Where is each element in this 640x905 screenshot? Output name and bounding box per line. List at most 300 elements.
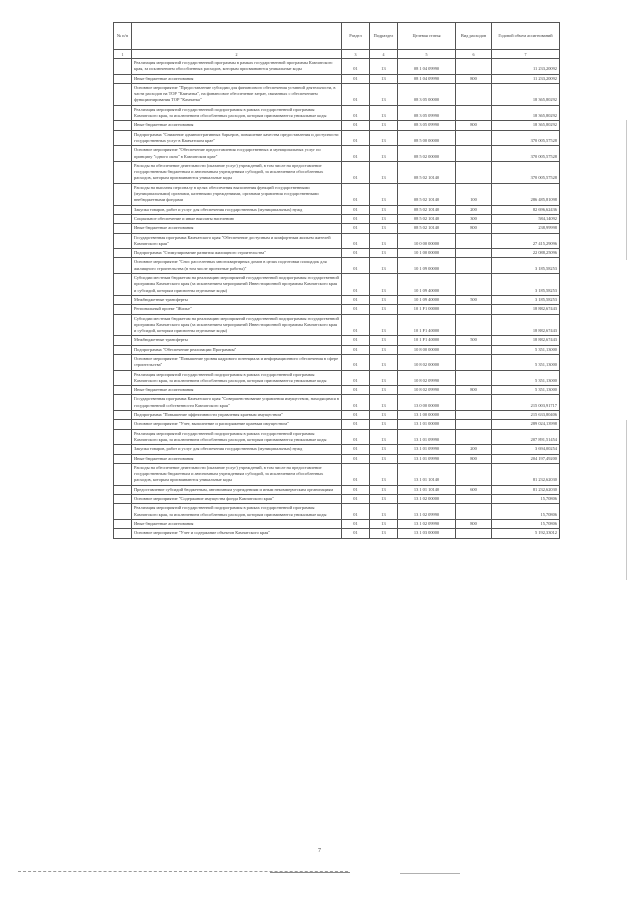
row-section-cell: 01 <box>342 429 370 445</box>
row-target-cell: 08 1 04 09990 <box>398 74 456 83</box>
row-target-cell: 13 1 02 09990 <box>398 504 456 520</box>
row-expense-type-cell <box>456 249 492 258</box>
row-num-cell <box>114 105 132 121</box>
table-row <box>114 370 560 386</box>
column-numbers-row <box>114 50 560 59</box>
row-name-cell: Основное мероприятие "Содержание имущества фонда Камчатского края" <box>132 495 342 504</box>
row-section-cell: 01 <box>342 411 370 420</box>
row-num-cell <box>114 161 132 183</box>
row-num-cell <box>114 445 132 454</box>
row-num-cell <box>114 295 132 304</box>
row-num-cell <box>114 485 132 494</box>
row-amount-cell: 18 882,67443 <box>492 305 560 314</box>
row-amount-cell: 370 005,57528 <box>492 146 560 162</box>
row-expense-type-cell <box>456 314 492 336</box>
row-subsection-cell: 13 <box>370 445 398 454</box>
row-expense-type-cell: 500 <box>456 295 492 304</box>
row-target-cell: 10 8 00 00000 <box>398 345 456 354</box>
row-amount-cell: 215 003,91717 <box>492 395 560 411</box>
row-amount-cell: 22 088,25096 <box>492 249 560 258</box>
row-amount-cell: 15,70806 <box>492 495 560 504</box>
row-target-cell: 10 1 F1 40000 <box>398 336 456 345</box>
row-target-cell: 08 5 02 00000 <box>398 146 456 162</box>
table-row <box>114 224 560 233</box>
row-amount-cell: 3 185,58253 <box>492 258 560 274</box>
table-row <box>114 295 560 304</box>
row-section-cell: 01 <box>342 504 370 520</box>
row-section-cell: 01 <box>342 83 370 105</box>
table-row <box>114 495 560 504</box>
footer-rule <box>400 873 460 874</box>
row-expense-type-cell <box>456 370 492 386</box>
row-subsection-cell: 13 <box>370 370 398 386</box>
row-target-cell: 10 8 02 09990 <box>398 386 456 395</box>
row-target-cell: 10 1 F1 40000 <box>398 314 456 336</box>
row-subsection-cell: 13 <box>370 519 398 528</box>
table-row <box>114 274 560 296</box>
row-subsection-cell: 13 <box>370 74 398 83</box>
header-section: Раздел <box>342 23 370 50</box>
row-num-cell <box>114 420 132 429</box>
row-num-cell <box>114 386 132 395</box>
row-num-cell <box>114 314 132 336</box>
row-expense-type-cell <box>456 345 492 354</box>
row-num-cell <box>114 463 132 485</box>
row-name-cell: Реализация мероприятий государственной подпрограммы в рамках государственной программы Камчатского края, за исключением обособленных расходов, которым присваиваются уникальные коды <box>132 429 342 445</box>
row-expense-type-cell: 100 <box>456 183 492 205</box>
row-expense-type-cell <box>456 411 492 420</box>
row-target-cell: 10 8 02 09990 <box>398 370 456 386</box>
row-expense-type-cell <box>456 233 492 249</box>
row-expense-type-cell <box>456 463 492 485</box>
table-row <box>114 59 560 75</box>
row-amount-cell: 238,99998 <box>492 224 560 233</box>
row-amount-cell: 5 351,13000 <box>492 386 560 395</box>
table-row <box>114 454 560 463</box>
row-section-cell: 01 <box>342 420 370 429</box>
row-amount-cell: 81 232,62030 <box>492 463 560 485</box>
table-row <box>114 183 560 205</box>
row-expense-type-cell <box>456 354 492 370</box>
row-amount-cell: 27 415,29096 <box>492 233 560 249</box>
row-target-cell: 10 0 00 00000 <box>398 233 456 249</box>
table-row <box>114 395 560 411</box>
row-name-cell: Иные бюджетные ассигнования <box>132 386 342 395</box>
table-row <box>114 420 560 429</box>
row-amount-cell: 5 351,13000 <box>492 345 560 354</box>
row-amount-cell: 207 891,51454 <box>492 429 560 445</box>
row-target-cell: 10 1 09 40000 <box>398 295 456 304</box>
table-row <box>114 121 560 130</box>
row-subsection-cell: 13 <box>370 345 398 354</box>
row-name-cell: Субсидии местным бюджетам на реализацию мероприятий государственной подпрограммы государственной программы Камчатского края (за исключением мероприятий Инвестиционной программы Камчатского края и субсидий, которым присвоены отдельные коды) <box>132 274 342 296</box>
row-expense-type-cell: 800 <box>456 386 492 395</box>
row-target-cell: 13 1 01 10140 <box>398 463 456 485</box>
row-expense-type-cell <box>456 429 492 445</box>
row-name-cell: Реализация мероприятий государственной подпрограммы в рамках государственной программы Камчатского края, за исключением обособленных расходов, которым присваиваются уникальные коды <box>132 504 342 520</box>
row-subsection-cell: 13 <box>370 411 398 420</box>
header-target: Целевая статья <box>398 23 456 50</box>
row-subsection-cell: 13 <box>370 130 398 146</box>
row-expense-type-cell: 200 <box>456 445 492 454</box>
row-section-cell: 01 <box>342 274 370 296</box>
table-row <box>114 130 560 146</box>
row-section-cell: 01 <box>342 258 370 274</box>
row-target-cell: 13 1 01 09990 <box>398 445 456 454</box>
row-name-cell: Реализация мероприятий государственной подпрограммы в рамках государственной программы Камчатского края, за исключением обособленных расходов, которым присваиваются уникальные коды <box>132 105 342 121</box>
row-name-cell: Межбюджетные трансферты <box>132 336 342 345</box>
table-row <box>114 485 560 494</box>
row-num-cell <box>114 59 132 75</box>
table-row <box>114 214 560 223</box>
row-num-cell <box>114 454 132 463</box>
row-subsection-cell: 13 <box>370 504 398 520</box>
row-section-cell: 01 <box>342 386 370 395</box>
row-num-cell <box>114 274 132 296</box>
row-target-cell: 13 1 01 09990 <box>398 454 456 463</box>
row-target-cell: 08 1 04 09990 <box>398 59 456 75</box>
table-row <box>114 74 560 83</box>
row-subsection-cell: 13 <box>370 295 398 304</box>
row-target-cell: 10 8 02 00000 <box>398 354 456 370</box>
table-body <box>114 59 560 539</box>
row-subsection-cell: 13 <box>370 386 398 395</box>
row-expense-type-cell: 800 <box>456 454 492 463</box>
row-section-cell: 01 <box>342 214 370 223</box>
row-target-cell: 08 5 00 00000 <box>398 130 456 146</box>
row-num-cell <box>114 354 132 370</box>
row-subsection-cell: 13 <box>370 420 398 429</box>
row-num-cell <box>114 74 132 83</box>
row-section-cell: 01 <box>342 130 370 146</box>
row-name-cell: Подпрограмма "Обеспечение реализации Программы" <box>132 345 342 354</box>
row-amount-cell: 11 233,20092 <box>492 59 560 75</box>
table-row <box>114 504 560 520</box>
col-number: 2 <box>132 50 342 59</box>
header-expense-type: Вид расходов <box>456 23 492 50</box>
table-row <box>114 519 560 528</box>
row-section-cell: 01 <box>342 463 370 485</box>
row-target-cell: 13 1 00 00000 <box>398 411 456 420</box>
table-row <box>114 429 560 445</box>
row-amount-cell: 289 024,13998 <box>492 420 560 429</box>
row-expense-type-cell <box>456 59 492 75</box>
row-num-cell <box>114 214 132 223</box>
row-amount-cell: 81 232,62030 <box>492 485 560 494</box>
scan-edge-mark <box>626 120 627 260</box>
row-amount-cell: 5 192,33012 <box>492 529 560 538</box>
row-section-cell: 01 <box>342 74 370 83</box>
row-name-cell: Основное мероприятие "Повышение уровня кадрового потенциала и информационного обеспечения в сфере строительства" <box>132 354 342 370</box>
row-section-cell: 01 <box>342 146 370 162</box>
row-expense-type-cell: 200 <box>456 205 492 214</box>
row-target-cell: 08 3 05 00000 <box>398 83 456 105</box>
row-expense-type-cell <box>456 305 492 314</box>
row-target-cell: 10 1 F1 00000 <box>398 305 456 314</box>
page-number: 7 <box>318 848 321 854</box>
row-amount-cell: 584,14092 <box>492 214 560 223</box>
row-expense-type-cell: 800 <box>456 74 492 83</box>
row-expense-type-cell <box>456 504 492 520</box>
row-num-cell <box>114 504 132 520</box>
table-row <box>114 161 560 183</box>
table-row <box>114 146 560 162</box>
row-num-cell <box>114 495 132 504</box>
row-target-cell: 13 1 01 09990 <box>398 429 456 445</box>
row-amount-cell: 215 633,80406 <box>492 411 560 420</box>
row-num-cell <box>114 249 132 258</box>
row-amount-cell: 370 005,57528 <box>492 161 560 183</box>
footer-rule <box>270 872 350 873</box>
row-amount-cell: 286 485,81098 <box>492 183 560 205</box>
row-target-cell: 13 0 00 00000 <box>398 395 456 411</box>
row-name-cell: Иные бюджетные ассигнования <box>132 74 342 83</box>
row-expense-type-cell: 300 <box>456 214 492 223</box>
row-name-cell: Иные бюджетные ассигнования <box>132 121 342 130</box>
row-section-cell: 01 <box>342 454 370 463</box>
row-subsection-cell: 13 <box>370 395 398 411</box>
col-number: 6 <box>456 50 492 59</box>
row-subsection-cell: 13 <box>370 161 398 183</box>
row-subsection-cell: 13 <box>370 454 398 463</box>
row-name-cell: Реализация мероприятий государственной программы в рамках государственной программы Камчатского края, за исключением обособленных расходов, которым присваиваются уникальные коды <box>132 59 342 75</box>
row-name-cell: Реализация мероприятий государственной подпрограммы в рамках государственной программы Камчатского края, за исключением обособленных расходов, которым присваиваются уникальные коды <box>132 370 342 386</box>
row-section-cell: 01 <box>342 161 370 183</box>
header-num: № п/п <box>114 23 132 50</box>
row-section-cell: 01 <box>342 59 370 75</box>
row-section-cell: 01 <box>342 485 370 494</box>
row-num-cell <box>114 183 132 205</box>
row-expense-type-cell <box>456 274 492 296</box>
row-target-cell: 08 5 02 10140 <box>398 183 456 205</box>
row-subsection-cell: 13 <box>370 274 398 296</box>
col-number: 7 <box>492 50 560 59</box>
table-row <box>114 205 560 214</box>
row-name-cell: Субсидии местным бюджетам на реализацию мероприятий государственной подпрограммы государственной программы Камчатского края (за исключением мероприятий Инвестиционной программы Камчатского края и субсидий, которым присвоены отдельные коды) <box>132 314 342 336</box>
row-subsection-cell: 13 <box>370 485 398 494</box>
row-amount-cell: 82 696,62436 <box>492 205 560 214</box>
row-expense-type-cell: 800 <box>456 519 492 528</box>
table-row <box>114 336 560 345</box>
col-number: 5 <box>398 50 456 59</box>
row-expense-type-cell <box>456 495 492 504</box>
row-name-cell: Основное мероприятие "Учет и содержание объектов Камчатского края" <box>132 529 342 538</box>
row-section-cell: 01 <box>342 336 370 345</box>
row-num-cell <box>114 336 132 345</box>
row-num-cell <box>114 305 132 314</box>
row-num-cell <box>114 121 132 130</box>
row-subsection-cell: 13 <box>370 205 398 214</box>
row-name-cell: Подпрограмма "Стимулирование развития жилищного строительства" <box>132 249 342 258</box>
row-subsection-cell: 13 <box>370 105 398 121</box>
row-name-cell: Иные бюджетные ассигнования <box>132 519 342 528</box>
row-amount-cell: 5 351,13000 <box>492 354 560 370</box>
row-num-cell <box>114 519 132 528</box>
row-expense-type-cell <box>456 395 492 411</box>
row-subsection-cell: 13 <box>370 529 398 538</box>
row-num-cell <box>114 205 132 214</box>
row-name-cell: Предоставление субсидий бюджетным, автономным учреждениям и иным некоммерческим организациям <box>132 485 342 494</box>
row-target-cell: 13 1 01 10140 <box>398 485 456 494</box>
row-target-cell: 10 1 00 00000 <box>398 249 456 258</box>
row-name-cell: Основное мероприятие "Обеспечение предоставления государственных и муниципальных услуг по принципу "одного окна" в Камчатском крае" <box>132 146 342 162</box>
row-name-cell: Подпрограмма "Снижение административных барьеров, повышение качества предоставления и доступности государственных услуг в Камчатском крае" <box>132 130 342 146</box>
row-expense-type-cell <box>456 258 492 274</box>
table-row <box>114 411 560 420</box>
row-target-cell: 13 1 02 00000 <box>398 495 456 504</box>
row-amount-cell: 18 365,80292 <box>492 105 560 121</box>
row-subsection-cell: 13 <box>370 249 398 258</box>
table-header <box>114 23 560 59</box>
row-amount-cell: 5 351,13000 <box>492 370 560 386</box>
row-expense-type-cell <box>456 161 492 183</box>
row-amount-cell: 3 185,58253 <box>492 274 560 296</box>
row-section-cell: 01 <box>342 519 370 528</box>
row-subsection-cell: 13 <box>370 214 398 223</box>
row-expense-type-cell <box>456 83 492 105</box>
row-section-cell: 01 <box>342 395 370 411</box>
row-num-cell <box>114 83 132 105</box>
table-row <box>114 105 560 121</box>
row-target-cell: 13 1 02 09990 <box>398 519 456 528</box>
header-name <box>132 23 342 50</box>
row-amount-cell: 18 365,80292 <box>492 121 560 130</box>
table-row <box>114 314 560 336</box>
row-amount-cell: 3 694,00254 <box>492 445 560 454</box>
row-section-cell: 01 <box>342 183 370 205</box>
row-num-cell <box>114 130 132 146</box>
table-row <box>114 354 560 370</box>
col-number: 3 <box>342 50 370 59</box>
table-row <box>114 529 560 538</box>
row-amount-cell: 370 005,57528 <box>492 130 560 146</box>
row-name-cell: Подпрограмма "Повышение эффективности управления краевым имуществом" <box>132 411 342 420</box>
row-subsection-cell: 13 <box>370 183 398 205</box>
row-subsection-cell: 13 <box>370 336 398 345</box>
table-row <box>114 249 560 258</box>
row-subsection-cell: 13 <box>370 463 398 485</box>
row-subsection-cell: 13 <box>370 314 398 336</box>
row-num-cell <box>114 395 132 411</box>
row-name-cell: Основное мероприятие "Учет, выполнение и распоряжение краевым имуществом" <box>132 420 342 429</box>
row-num-cell <box>114 529 132 538</box>
row-section-cell: 01 <box>342 354 370 370</box>
row-amount-cell: 18 882,67443 <box>492 314 560 336</box>
row-name-cell: Государственная программа Камчатского края "Обеспечение доступным и комфортным жильем жителей Камчатского края" <box>132 233 342 249</box>
row-num-cell <box>114 224 132 233</box>
row-section-cell: 01 <box>342 529 370 538</box>
row-expense-type-cell: 800 <box>456 224 492 233</box>
row-name-cell: Основное мероприятие "Снос расселенных многоквартирных домов в целях подготовки площадок для жилищного строительства (в том числе проектные работы)" <box>132 258 342 274</box>
table-row <box>114 345 560 354</box>
row-target-cell: 08 5 02 10140 <box>398 214 456 223</box>
row-target-cell: 08 3 05 09990 <box>398 105 456 121</box>
row-expense-type-cell <box>456 420 492 429</box>
table-row <box>114 305 560 314</box>
row-amount-cell: 3 185,58253 <box>492 295 560 304</box>
row-subsection-cell: 13 <box>370 59 398 75</box>
row-name-cell: Расходы на обеспечение деятельности (оказание услуг) учреждений, в том числе на предоставление государственным бюджетным и автономным учреждениям субсидий, за исключением обособленных расходов, которым присваиваются уникальные коды <box>132 161 342 183</box>
row-target-cell: 08 3 05 09990 <box>398 121 456 130</box>
row-name-cell: Иные бюджетные ассигнования <box>132 454 342 463</box>
row-target-cell: 13 1 03 00000 <box>398 529 456 538</box>
row-name-cell: Социальное обеспечение и иные выплаты населению <box>132 214 342 223</box>
row-name-cell: Региональный проект "Жилье" <box>132 305 342 314</box>
row-num-cell <box>114 146 132 162</box>
row-expense-type-cell: 800 <box>456 121 492 130</box>
row-subsection-cell: 13 <box>370 305 398 314</box>
col-number: 1 <box>114 50 132 59</box>
row-section-cell: 01 <box>342 105 370 121</box>
row-name-cell: Иные бюджетные ассигнования <box>132 224 342 233</box>
row-section-cell: 01 <box>342 370 370 386</box>
row-expense-type-cell <box>456 130 492 146</box>
row-section-cell: 01 <box>342 305 370 314</box>
row-section-cell: 01 <box>342 295 370 304</box>
row-expense-type-cell: 600 <box>456 485 492 494</box>
budget-table <box>113 22 560 539</box>
row-name-cell: Закупка товаров, работ и услуг для обеспечения государственных (муниципальных) нужд <box>132 445 342 454</box>
row-subsection-cell: 13 <box>370 495 398 504</box>
row-amount-cell: 15,70806 <box>492 504 560 520</box>
table-row <box>114 83 560 105</box>
row-num-cell <box>114 429 132 445</box>
row-num-cell <box>114 411 132 420</box>
row-target-cell: 08 5 02 10140 <box>398 205 456 214</box>
row-target-cell: 10 1 09 40000 <box>398 274 456 296</box>
row-subsection-cell: 13 <box>370 146 398 162</box>
row-name-cell: Межбюджетные трансферты <box>132 295 342 304</box>
row-target-cell: 08 5 02 10140 <box>398 161 456 183</box>
row-section-cell: 01 <box>342 205 370 214</box>
row-name-cell: Расходы на выплаты персоналу в целях обеспечения выполнения функций государственными (муниципальными) органами, казенными учреждениями, органами управления государственными внебюджетными фондами <box>132 183 342 205</box>
row-num-cell <box>114 233 132 249</box>
row-subsection-cell: 13 <box>370 429 398 445</box>
row-target-cell: 13 1 01 00000 <box>398 420 456 429</box>
row-subsection-cell: 13 <box>370 233 398 249</box>
col-number: 4 <box>370 50 398 59</box>
row-section-cell: 01 <box>342 345 370 354</box>
row-amount-cell: 18 882,67443 <box>492 336 560 345</box>
row-section-cell: 01 <box>342 233 370 249</box>
row-subsection-cell: 13 <box>370 224 398 233</box>
header-amount: Годовой объем ассигнований <box>492 23 560 50</box>
row-section-cell: 01 <box>342 314 370 336</box>
row-name-cell: Расходы на обеспечение деятельности (оказание услуг) учреждений, в том числе на предоставление государственным бюджетным и автономным учреждениям субсидий, за исключением обособленных расходов, которым присваиваются уникальные коды <box>132 463 342 485</box>
row-expense-type-cell <box>456 105 492 121</box>
row-target-cell: 10 1 09 00000 <box>398 258 456 274</box>
row-section-cell: 01 <box>342 249 370 258</box>
row-expense-type-cell: 500 <box>456 336 492 345</box>
row-amount-cell: 11 233,20092 <box>492 74 560 83</box>
row-num-cell <box>114 370 132 386</box>
row-subsection-cell: 13 <box>370 354 398 370</box>
row-section-cell: 01 <box>342 224 370 233</box>
row-target-cell: 08 5 02 10140 <box>398 224 456 233</box>
row-amount-cell: 18 365,80292 <box>492 83 560 105</box>
row-subsection-cell: 13 <box>370 83 398 105</box>
row-section-cell: 01 <box>342 495 370 504</box>
row-expense-type-cell <box>456 146 492 162</box>
row-section-cell: 01 <box>342 121 370 130</box>
table-row <box>114 233 560 249</box>
row-name-cell: Основное мероприятие "Предоставление субсидии для финансового обеспечения уставной деятельности, в части расходов на ТОР "Камчатка", на финансовое обеспечение затрат, связанных с обеспечением функционирования ТОР "Камчатка" <box>132 83 342 105</box>
header-subsection: Подраздел <box>370 23 398 50</box>
row-num-cell <box>114 345 132 354</box>
row-subsection-cell: 13 <box>370 258 398 274</box>
table-row <box>114 386 560 395</box>
scan-edge-mark <box>626 420 627 580</box>
